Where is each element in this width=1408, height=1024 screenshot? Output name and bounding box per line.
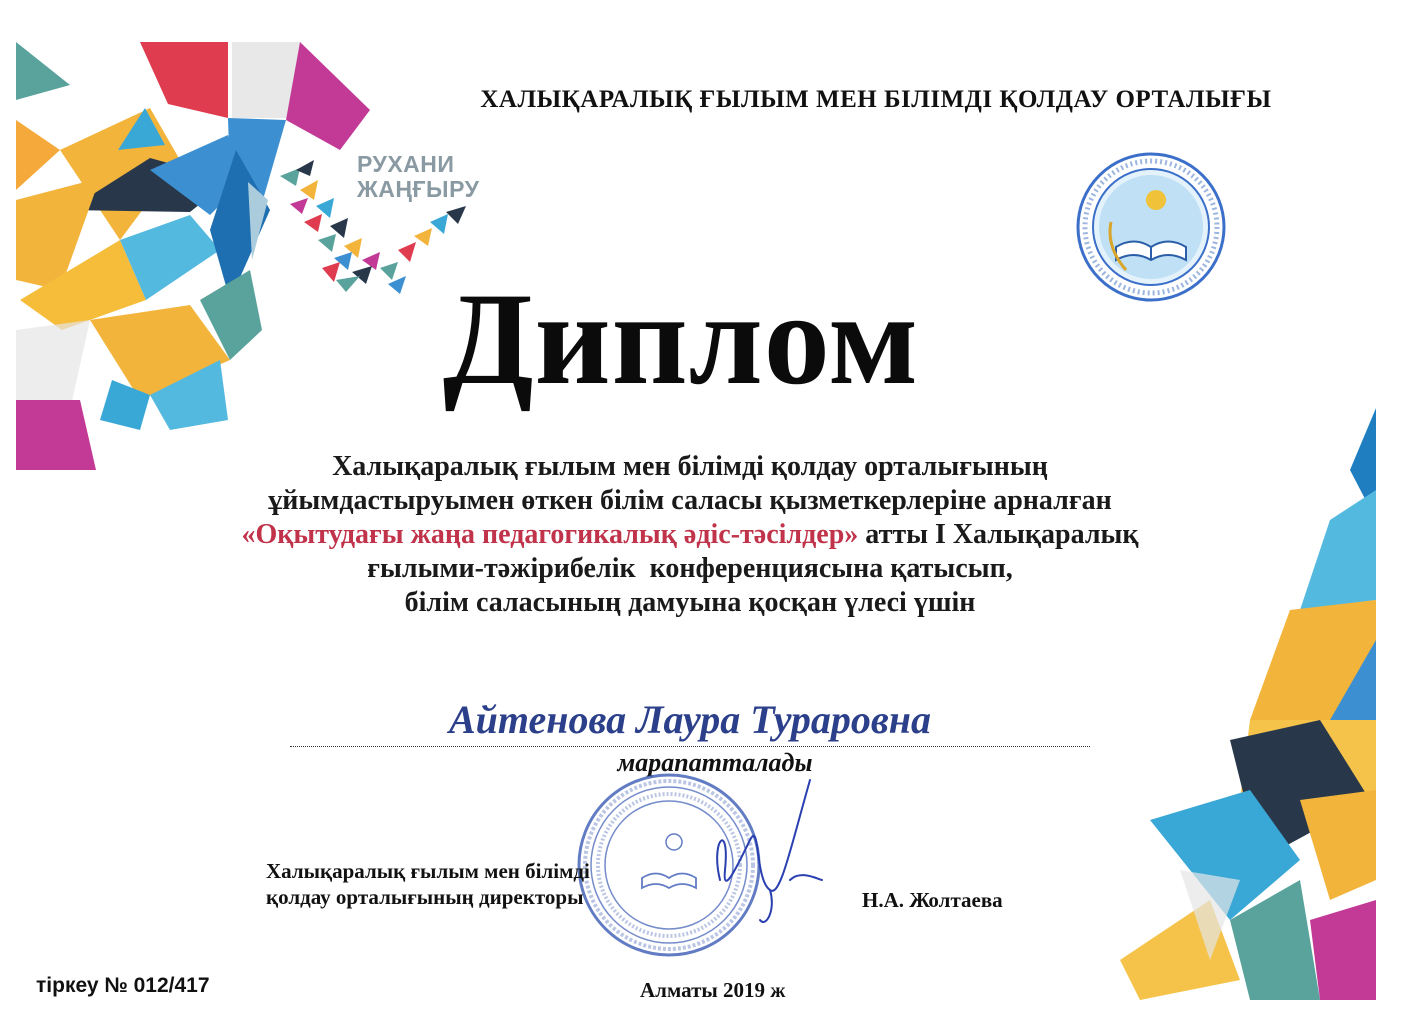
director-name: Н.А. Жолтаева <box>862 888 1003 912</box>
rukhani-zhangyru-logo <box>357 152 479 202</box>
body-line-4: ғылыми-тәжірибелік конференциясына қатысып, <box>367 553 1013 584</box>
logo-line-1: РУХАНИ <box>357 151 455 177</box>
recipient-name: Айтенова Лаура Тураровна <box>449 697 931 742</box>
body-line-3-rest: атты І Халықаралық <box>858 519 1139 550</box>
recipient-underline <box>290 746 1090 747</box>
body-line-2: ұйымдастыруымен өткен білім саласы қызметкерлеріне арналған <box>268 485 1112 516</box>
body-line-5: білім саласының дамуына қосқан үлесі үшін <box>404 587 976 618</box>
diploma-body <box>140 450 1240 620</box>
awarded-text: марапатталады <box>617 748 813 777</box>
organization-header: ХАЛЫҚАРАЛЫҚ ҒЫЛЫМ МЕН БІЛІМДІ ҚОЛДАУ ОРТАЛЫҒЫ <box>480 86 1272 113</box>
city-year: Алматы 2019 ж <box>640 978 786 1002</box>
registration-number: тіркеу № 012/417 <box>36 974 210 997</box>
body-line-3 <box>140 518 1240 552</box>
body-line-1: Халықаралық ғылым мен білімді қолдау орталығының <box>332 451 1048 482</box>
logo-line-2: ЖАҢҒЫРУ <box>357 176 480 202</box>
signature-icon <box>680 760 840 940</box>
diploma-title: Диплом <box>442 265 920 412</box>
director-title <box>266 858 666 910</box>
director-title-line-2: қолдау орталығының директоры <box>266 885 584 909</box>
conference-name: «Оқытудағы жаңа педагогикалық әдіс-тәсілдер» <box>241 519 859 550</box>
director-title-line-1: Халықаралық ғылым мен білімді <box>266 859 590 883</box>
